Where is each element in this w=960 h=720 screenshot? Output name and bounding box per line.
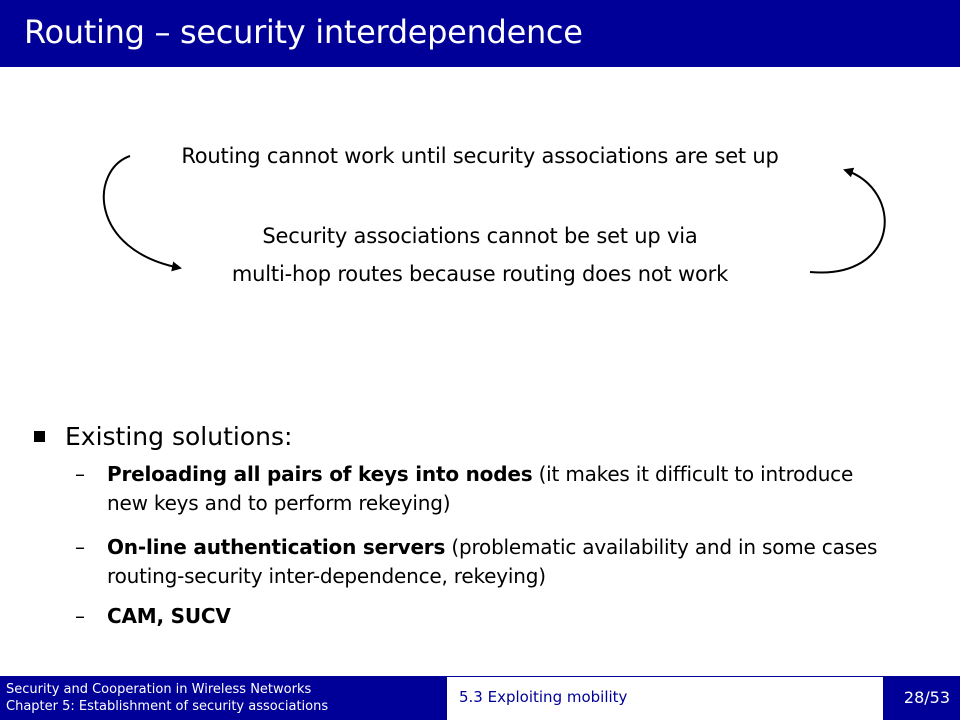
sub-item-cam-sucv (75, 602, 895, 631)
sub-item-text: (problematic availability and in some cases routing-security inter-dependence, rekeying) (107, 535, 878, 588)
dash-icon: – (75, 535, 85, 559)
footer-section-title: 5.3 Exploiting mobility (459, 688, 628, 706)
bullet-existing-solutions (34, 420, 292, 454)
footer-section-box (447, 677, 883, 720)
square-bullet-icon (34, 431, 45, 442)
diagram-line-security-2: multi-hop routes because routing does not work (231, 262, 729, 286)
slide-title: Routing – security interdependence (24, 13, 583, 51)
sub-item-bold: Preloading all pairs of keys into nodes (107, 462, 533, 486)
left-cycle-arrow (104, 156, 180, 268)
sub-item-bold: CAM, SUCV (107, 604, 231, 628)
sub-item-online-servers (75, 533, 895, 591)
diagram-line-security-1: Security associations cannot be set up via (262, 224, 698, 248)
dash-icon: – (75, 462, 85, 486)
footer-chapter-title: Chapter 5: Establishment of security associations (6, 699, 329, 714)
footer-course-title: Security and Cooperation in Wireless Networks (6, 682, 312, 697)
sub-item-bold: On-line authentication servers (107, 535, 446, 559)
footer-page-number: 28/53 (903, 688, 950, 707)
bullet-heading: Existing solutions: (65, 422, 293, 451)
sub-item-preloading (75, 460, 895, 518)
diagram-line-routing: Routing cannot work until security associations are set up (181, 144, 779, 168)
sub-item-text: (it makes it difficult to introduce new keys and to perform rekeying) (107, 462, 854, 515)
dash-icon: – (75, 604, 85, 628)
footer-course-info (6, 681, 328, 715)
